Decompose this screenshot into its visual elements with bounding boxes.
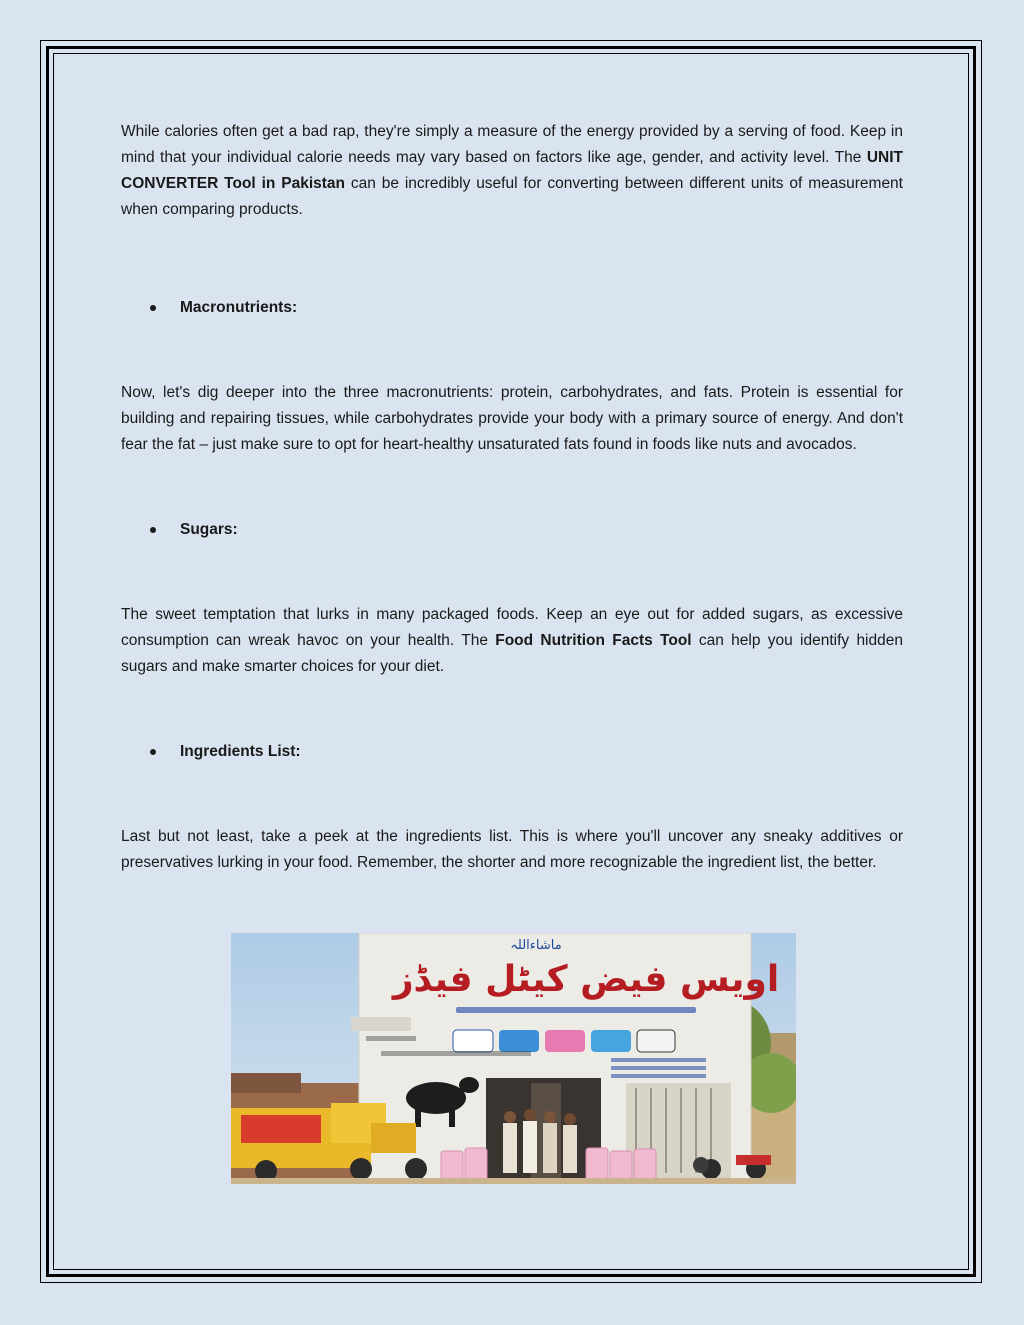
heading-sugars-label: Sugars: [180, 521, 238, 538]
heading-sugars [121, 517, 903, 543]
food-nutrition-facts-tool-mention: Food Nutrition Facts Tool [495, 632, 692, 649]
document-body [121, 119, 903, 876]
unit-converter-tool-mention: UNIT CONVERTER Tool in Pakistan [121, 149, 903, 192]
paragraph-macronutrients: Now, let's dig deeper into the three macronutrients: protein, carbohydrates, and fats. Protein is essential for building and repairing tissues, while carbohydrates provide your body with a primary source of energy. And don't fear the fat – just make sure to opt for heart-healthy unsaturated fats found in foods like nuts and avocados. [121, 384, 903, 453]
shop-top-inscription: ماشاءاللہ [510, 938, 562, 953]
cattle-feed-shop-photo [231, 933, 796, 1184]
shop-sign-text: اویس فیض کیٹل فیڈز [392, 959, 780, 1000]
heading-ingredients-list-label: Ingredients List: [180, 743, 301, 760]
paragraph-calories [121, 119, 903, 223]
bullet-icon [150, 527, 156, 533]
paragraph-ingredients: Last but not least, take a peek at the ingredients list. This is where you'll uncover any sneaky additives or preservatives lurking in your food. Remember, the shorter and more recognizable the ingredient list, the better. [121, 828, 903, 871]
paragraph-sugars [121, 602, 903, 680]
paragraph-calories-text-start: While calories often get a bad rap, they're simply a measure of the energy provided by a serving of food. Keep in mind that your individual calorie needs may vary based on factors like age, gender, and activity level. The [121, 123, 903, 166]
paragraph-sugars-text-end: can help you identify hidden sugars and make smarter choices for your diet. [121, 632, 903, 675]
bullet-icon [150, 749, 156, 755]
bullet-icon [150, 305, 156, 311]
paragraph-calories-text-end: can be incredibly useful for converting between different units of measurement when comparing products. [121, 175, 903, 218]
heading-macronutrients-label: Macronutrients: [180, 299, 298, 316]
heading-ingredients-list [121, 739, 903, 765]
paragraph-sugars-text-start: The sweet temptation that lurks in many packaged foods. Keep an eye out for added sugars, as excessive consumption can wreak havoc on your health. The [121, 606, 903, 649]
heading-macronutrients [121, 295, 903, 321]
